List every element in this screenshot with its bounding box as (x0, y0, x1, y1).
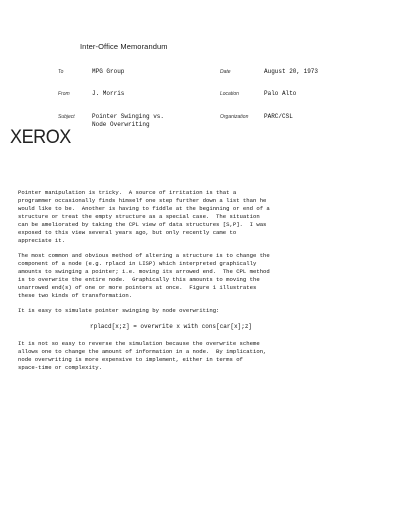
memo-title: Inter-Office Memorandum (80, 42, 168, 51)
xerox-logo: XEROX (10, 127, 71, 148)
from-label: From (58, 91, 70, 97)
rplacd-formula: rplacd[x;z] = overwrite x with cons[car[x];z] (90, 323, 253, 330)
paragraph-3-line: It is easy to simulate pointer swinging by node overwriting: (18, 307, 220, 314)
paragraph-4 (18, 340, 390, 372)
paragraph-2 (18, 252, 390, 300)
location-value: Palo Alto (264, 90, 297, 97)
from-value: J. Morris (92, 90, 125, 97)
paragraph-3 (18, 307, 390, 315)
paragraph-2-line: component of a node (e.g. rplacd in LISP) which interpreted graphically (18, 260, 257, 267)
date-value: August 20, 1973 (264, 68, 319, 75)
organization-value: PARC/CSL (264, 113, 293, 120)
paragraph-1-line: can be ameliorated by taking the CPL view of data structures [S,P]. I was (18, 221, 267, 228)
paragraph-1-line: exposed to this view several years ago, but only recently came to (18, 229, 237, 236)
paragraph-2-line: unarrowed end(s) of one or more pointers at once. Figure 1 illustrates (18, 284, 257, 291)
date-label: Date (220, 69, 231, 75)
paragraph-4-line: allows one to change the amount of information in a node. By implication, (18, 348, 267, 355)
paragraph-1 (18, 189, 390, 245)
paragraph-2-line: is to overwrite the entire node. Graphically this amounts to moving the (18, 276, 260, 283)
to-value: MPG Group (92, 68, 125, 75)
paragraph-1-line: appreciate it. (18, 237, 65, 244)
paragraph-4-line: space-time or complexity. (18, 364, 102, 371)
paragraph-4-line: node overwriting is more expensive to implement, either in terms of (18, 356, 243, 363)
paragraph-1-line: Pointer manipulation is tricky. A source of irritation is that a (18, 189, 237, 196)
paragraph-1-line: would like to be. Another is having to fiddle at the beginning or end of a (18, 205, 270, 212)
subject-label: Subject (58, 114, 75, 120)
paragraph-4-line: It is not so easy to reverse the simulation because the overwrite scheme (18, 340, 260, 347)
organization-label: Organization (220, 114, 249, 120)
subject-line-1: Pointer Swinging vs. (92, 113, 165, 120)
to-label: To (58, 69, 64, 75)
paragraph-2-line: these two kinds of transformation. (18, 292, 133, 299)
paragraph-1-line: structure or treat the empty structure as a special case. The situation (18, 213, 260, 220)
subject-line-2: Node Overwriting (92, 121, 150, 128)
paragraph-1-line: programmer occasionally finds himself one step further down a list than he (18, 197, 267, 204)
location-label: Location (220, 91, 239, 97)
paragraph-2-line: The most common and obvious method of altering a structure is to change the (18, 252, 270, 259)
paragraph-2-line: amounts to swinging a pointer; i.e. moving its arrowed end. The CPL method (18, 268, 270, 275)
